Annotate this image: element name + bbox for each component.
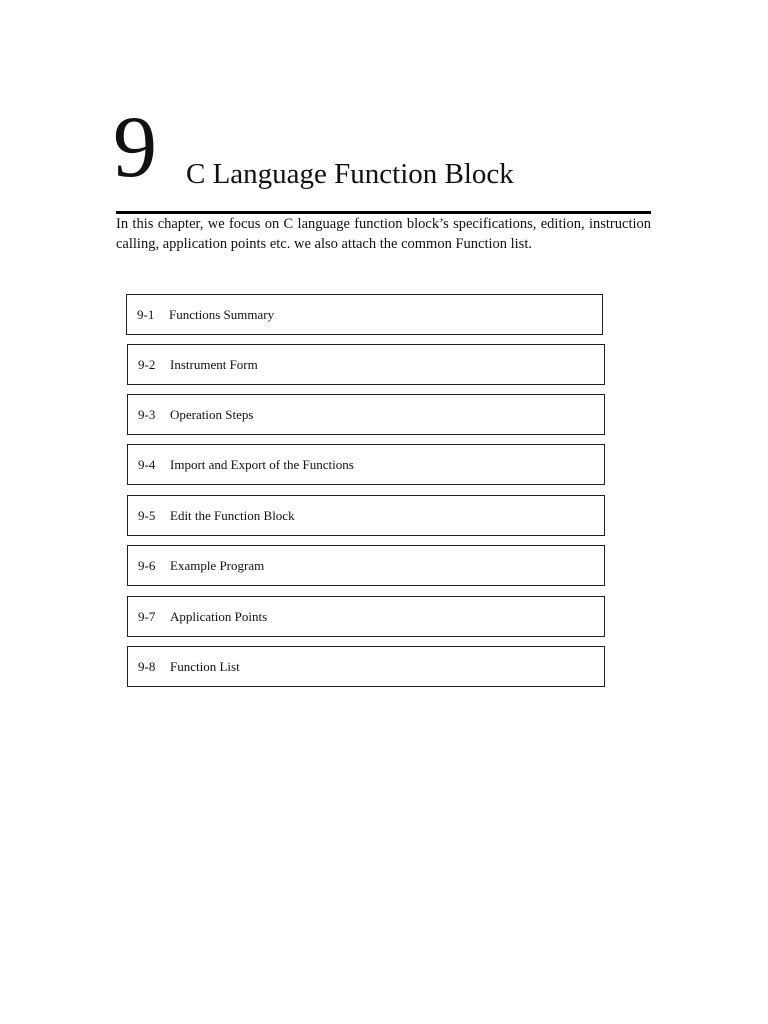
section-item-9-7[interactable] [127, 596, 605, 637]
section-item-9-5[interactable] [127, 495, 605, 536]
section-number: 9-6 [138, 557, 156, 573]
chapter-number: 9 [113, 99, 157, 196]
section-number: 9-2 [138, 356, 156, 372]
section-title: Application Points [170, 608, 268, 624]
section-title: Functions Summary [169, 306, 275, 322]
section-title: Instrument Form [170, 356, 258, 372]
section-number: 9-8 [138, 658, 156, 674]
section-number: 9-3 [138, 406, 156, 422]
section-number: 9-1 [137, 306, 155, 322]
section-title: Import and Export of the Functions [170, 456, 354, 472]
section-number: 9-5 [138, 507, 156, 523]
chapter-title: C Language Function Block [186, 158, 514, 190]
section-number: 9-4 [138, 456, 156, 472]
section-item-9-8[interactable] [127, 646, 605, 687]
section-title: Operation Steps [170, 406, 254, 422]
section-title: Edit the Function Block [170, 507, 295, 523]
section-title: Example Program [170, 557, 265, 573]
section-item-9-4[interactable] [127, 444, 605, 485]
section-item-9-3[interactable] [127, 394, 605, 435]
section-item-9-6[interactable] [127, 545, 605, 586]
chapter-intro: In this chapter, we focus on C language function block’s specifications, edition, instruction calling, application points etc. we also attach the common Function list. [116, 216, 651, 252]
section-item-9-1[interactable] [126, 294, 603, 335]
section-item-9-2[interactable] [127, 344, 605, 385]
section-number: 9-7 [138, 608, 156, 624]
section-title: Function List [170, 658, 240, 674]
